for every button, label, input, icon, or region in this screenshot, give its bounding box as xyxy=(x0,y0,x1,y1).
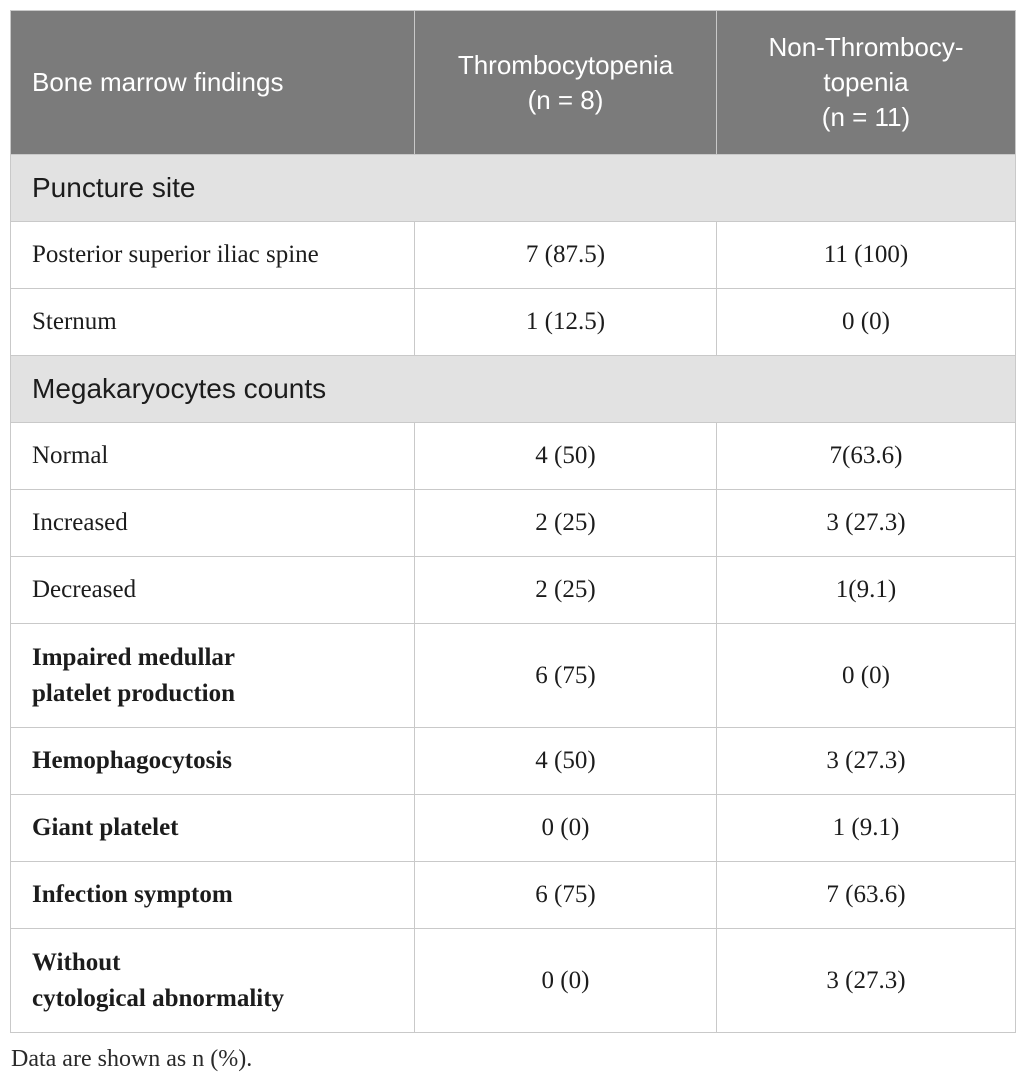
row-label: Increased xyxy=(11,490,415,557)
cell-thrombocytopenia: 1 (12.5) xyxy=(415,289,717,356)
cell-thrombocytopenia: 2 (25) xyxy=(415,490,717,557)
cell-thrombocytopenia: 0 (0) xyxy=(415,795,717,862)
table-row xyxy=(11,624,1016,728)
row-label-line: platelet production xyxy=(32,679,236,707)
header-non-thrombocytopenia-line: Non-Thrombocy- xyxy=(768,32,964,62)
row-label: Normal xyxy=(11,423,415,490)
row-label xyxy=(11,929,415,1033)
header-thrombocytopenia-line: Thrombocytopenia xyxy=(457,49,674,80)
cell-non-thrombocytopenia: 3 (27.3) xyxy=(717,929,1016,1033)
table-body xyxy=(11,155,1016,1033)
section-title: Puncture site xyxy=(11,155,1016,222)
cell-thrombocytopenia: 0 (0) xyxy=(415,929,717,1033)
cell-non-thrombocytopenia: 7 (63.6) xyxy=(717,862,1016,929)
bone-marrow-findings-table xyxy=(10,10,1016,1033)
cell-thrombocytopenia: 2 (25) xyxy=(415,557,717,624)
cell-thrombocytopenia: 6 (75) xyxy=(415,624,717,728)
table-row xyxy=(11,795,1016,862)
row-label: Giant platelet xyxy=(11,795,415,862)
header-non-thrombocytopenia-n: (n = 11) xyxy=(821,102,911,132)
row-label: Sternum xyxy=(11,289,415,356)
table-container xyxy=(10,10,1016,1033)
table-header xyxy=(11,11,1016,155)
cell-non-thrombocytopenia: 0 (0) xyxy=(717,289,1016,356)
cell-non-thrombocytopenia: 3 (27.3) xyxy=(717,490,1016,557)
cell-non-thrombocytopenia: 1(9.1) xyxy=(717,557,1016,624)
cell-thrombocytopenia: 4 (50) xyxy=(415,423,717,490)
table-row xyxy=(11,423,1016,490)
cell-non-thrombocytopenia: 7(63.6) xyxy=(717,423,1016,490)
row-label: Infection symptom xyxy=(11,862,415,929)
table-row xyxy=(11,557,1016,624)
row-label-line: cytological abnormality xyxy=(32,984,285,1012)
header-thrombocytopenia xyxy=(415,11,717,155)
table-row xyxy=(11,862,1016,929)
cell-thrombocytopenia: 6 (75) xyxy=(415,862,717,929)
table-row xyxy=(11,289,1016,356)
cell-thrombocytopenia: 4 (50) xyxy=(415,728,717,795)
cell-thrombocytopenia: 7 (87.5) xyxy=(415,222,717,289)
table-row xyxy=(11,222,1016,289)
section-row-megakaryocytes-counts xyxy=(11,356,1016,423)
header-non-thrombocytopenia-line: topenia xyxy=(823,67,909,97)
table-row xyxy=(11,728,1016,795)
row-label: Hemophagocytosis xyxy=(11,728,415,795)
header-bone-marrow-findings: Bone marrow findings xyxy=(11,11,415,155)
row-label-line: Impaired medullar xyxy=(32,643,236,671)
row-label: Decreased xyxy=(11,557,415,624)
table-footnote: Data are shown as n (%). xyxy=(11,1046,253,1072)
row-label-line: Without xyxy=(32,948,121,976)
cell-non-thrombocytopenia: 0 (0) xyxy=(717,624,1016,728)
section-title: Megakaryocytes counts xyxy=(11,356,1016,423)
cell-non-thrombocytopenia: 3 (27.3) xyxy=(717,728,1016,795)
table-row xyxy=(11,929,1016,1033)
header-non-thrombocytopenia xyxy=(717,11,1016,155)
header-thrombocytopenia-n: (n = 8) xyxy=(527,84,604,115)
table-row xyxy=(11,490,1016,557)
cell-non-thrombocytopenia: 1 (9.1) xyxy=(717,795,1016,862)
row-label xyxy=(11,624,415,728)
cell-non-thrombocytopenia: 11 (100) xyxy=(717,222,1016,289)
row-label: Posterior superior iliac spine xyxy=(11,222,415,289)
section-row-puncture-site xyxy=(11,155,1016,222)
